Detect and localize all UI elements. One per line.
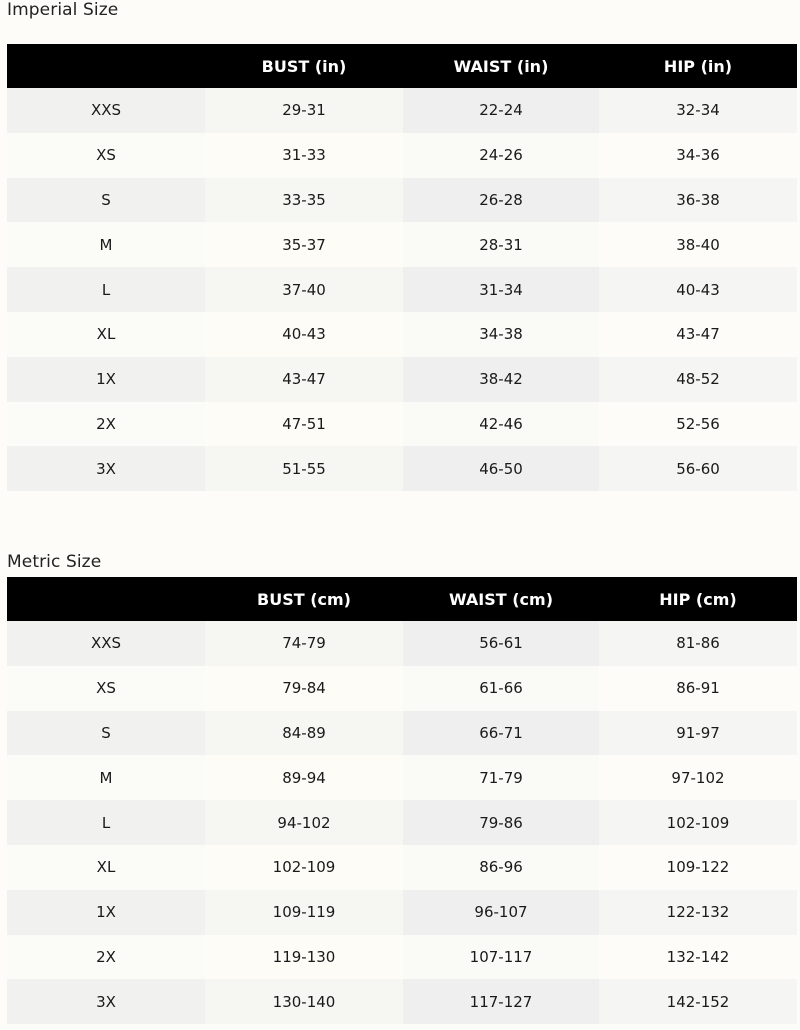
bust-cell: 40-43 <box>205 312 403 357</box>
table-row <box>7 178 797 223</box>
table-row <box>7 890 797 935</box>
size-cell: M <box>7 755 205 800</box>
bust-cell: 35-37 <box>205 222 403 267</box>
table-row <box>7 357 797 402</box>
size-cell: XXS <box>7 621 205 666</box>
table-row <box>7 312 797 357</box>
bust-cell: 119-130 <box>205 935 403 980</box>
size-cell: S <box>7 711 205 756</box>
bust-cell: 31-33 <box>205 133 403 178</box>
bust-cell: 102-109 <box>205 845 403 890</box>
table-row <box>7 446 797 491</box>
header-bust: BUST (in) <box>205 44 403 88</box>
size-cell: L <box>7 800 205 845</box>
hip-cell: 86-91 <box>599 666 797 711</box>
size-cell: M <box>7 222 205 267</box>
bust-cell: 94-102 <box>205 800 403 845</box>
table-row <box>7 755 797 800</box>
table-row <box>7 133 797 178</box>
table-row <box>7 800 797 845</box>
imperial-size-table <box>7 44 797 491</box>
hip-cell: 56-60 <box>599 446 797 491</box>
waist-cell: 117-127 <box>403 979 599 1024</box>
table-row <box>7 935 797 980</box>
bust-cell: 33-35 <box>205 178 403 223</box>
hip-cell: 91-97 <box>599 711 797 756</box>
waist-cell: 22-24 <box>403 88 599 133</box>
hip-cell: 40-43 <box>599 267 797 312</box>
waist-cell: 96-107 <box>403 890 599 935</box>
waist-cell: 79-86 <box>403 800 599 845</box>
bust-cell: 79-84 <box>205 666 403 711</box>
table-row <box>7 711 797 756</box>
waist-cell: 56-61 <box>403 621 599 666</box>
hip-cell: 38-40 <box>599 222 797 267</box>
bust-cell: 130-140 <box>205 979 403 1024</box>
hip-cell: 142-152 <box>599 979 797 1024</box>
table-row <box>7 402 797 447</box>
hip-cell: 52-56 <box>599 402 797 447</box>
size-cell: 2X <box>7 402 205 447</box>
waist-cell: 38-42 <box>403 357 599 402</box>
size-cell: XXS <box>7 88 205 133</box>
size-cell: XS <box>7 666 205 711</box>
waist-cell: 34-38 <box>403 312 599 357</box>
waist-cell: 61-66 <box>403 666 599 711</box>
bust-cell: 43-47 <box>205 357 403 402</box>
header-size <box>7 577 205 621</box>
waist-cell: 24-26 <box>403 133 599 178</box>
hip-cell: 43-47 <box>599 312 797 357</box>
hip-cell: 97-102 <box>599 755 797 800</box>
bust-cell: 51-55 <box>205 446 403 491</box>
table-row <box>7 621 797 666</box>
header-hip: HIP (in) <box>599 44 797 88</box>
header-hip: HIP (cm) <box>599 577 797 621</box>
table-row <box>7 666 797 711</box>
bust-cell: 29-31 <box>205 88 403 133</box>
size-cell: 3X <box>7 979 205 1024</box>
bust-cell: 74-79 <box>205 621 403 666</box>
table-row <box>7 979 797 1024</box>
waist-cell: 66-71 <box>403 711 599 756</box>
hip-cell: 81-86 <box>599 621 797 666</box>
header-size <box>7 44 205 88</box>
size-cell: L <box>7 267 205 312</box>
hip-cell: 109-122 <box>599 845 797 890</box>
bust-cell: 109-119 <box>205 890 403 935</box>
size-cell: XS <box>7 133 205 178</box>
size-cell: 2X <box>7 935 205 980</box>
table-row <box>7 88 797 133</box>
header-bust: BUST (cm) <box>205 577 403 621</box>
size-cell: XL <box>7 845 205 890</box>
table-row <box>7 845 797 890</box>
hip-cell: 36-38 <box>599 178 797 223</box>
size-cell: S <box>7 178 205 223</box>
waist-cell: 42-46 <box>403 402 599 447</box>
hip-cell: 34-36 <box>599 133 797 178</box>
imperial-size-title: Imperial Size <box>7 0 119 20</box>
bust-cell: 84-89 <box>205 711 403 756</box>
table-row <box>7 222 797 267</box>
hip-cell: 132-142 <box>599 935 797 980</box>
bust-cell: 89-94 <box>205 755 403 800</box>
waist-cell: 107-117 <box>403 935 599 980</box>
table-row <box>7 267 797 312</box>
waist-cell: 71-79 <box>403 755 599 800</box>
waist-cell: 86-96 <box>403 845 599 890</box>
waist-cell: 26-28 <box>403 178 599 223</box>
size-cell: 3X <box>7 446 205 491</box>
hip-cell: 32-34 <box>599 88 797 133</box>
size-cell: 1X <box>7 357 205 402</box>
hip-cell: 48-52 <box>599 357 797 402</box>
waist-cell: 46-50 <box>403 446 599 491</box>
hip-cell: 102-109 <box>599 800 797 845</box>
waist-cell: 28-31 <box>403 222 599 267</box>
hip-cell: 122-132 <box>599 890 797 935</box>
waist-cell: 31-34 <box>403 267 599 312</box>
header-waist: WAIST (cm) <box>403 577 599 621</box>
table-header-row <box>7 44 797 88</box>
bust-cell: 37-40 <box>205 267 403 312</box>
metric-size-title: Metric Size <box>7 552 102 572</box>
metric-size-table <box>7 577 797 1024</box>
bust-cell: 47-51 <box>205 402 403 447</box>
size-cell: 1X <box>7 890 205 935</box>
size-cell: XL <box>7 312 205 357</box>
header-waist: WAIST (in) <box>403 44 599 88</box>
table-header-row <box>7 577 797 621</box>
